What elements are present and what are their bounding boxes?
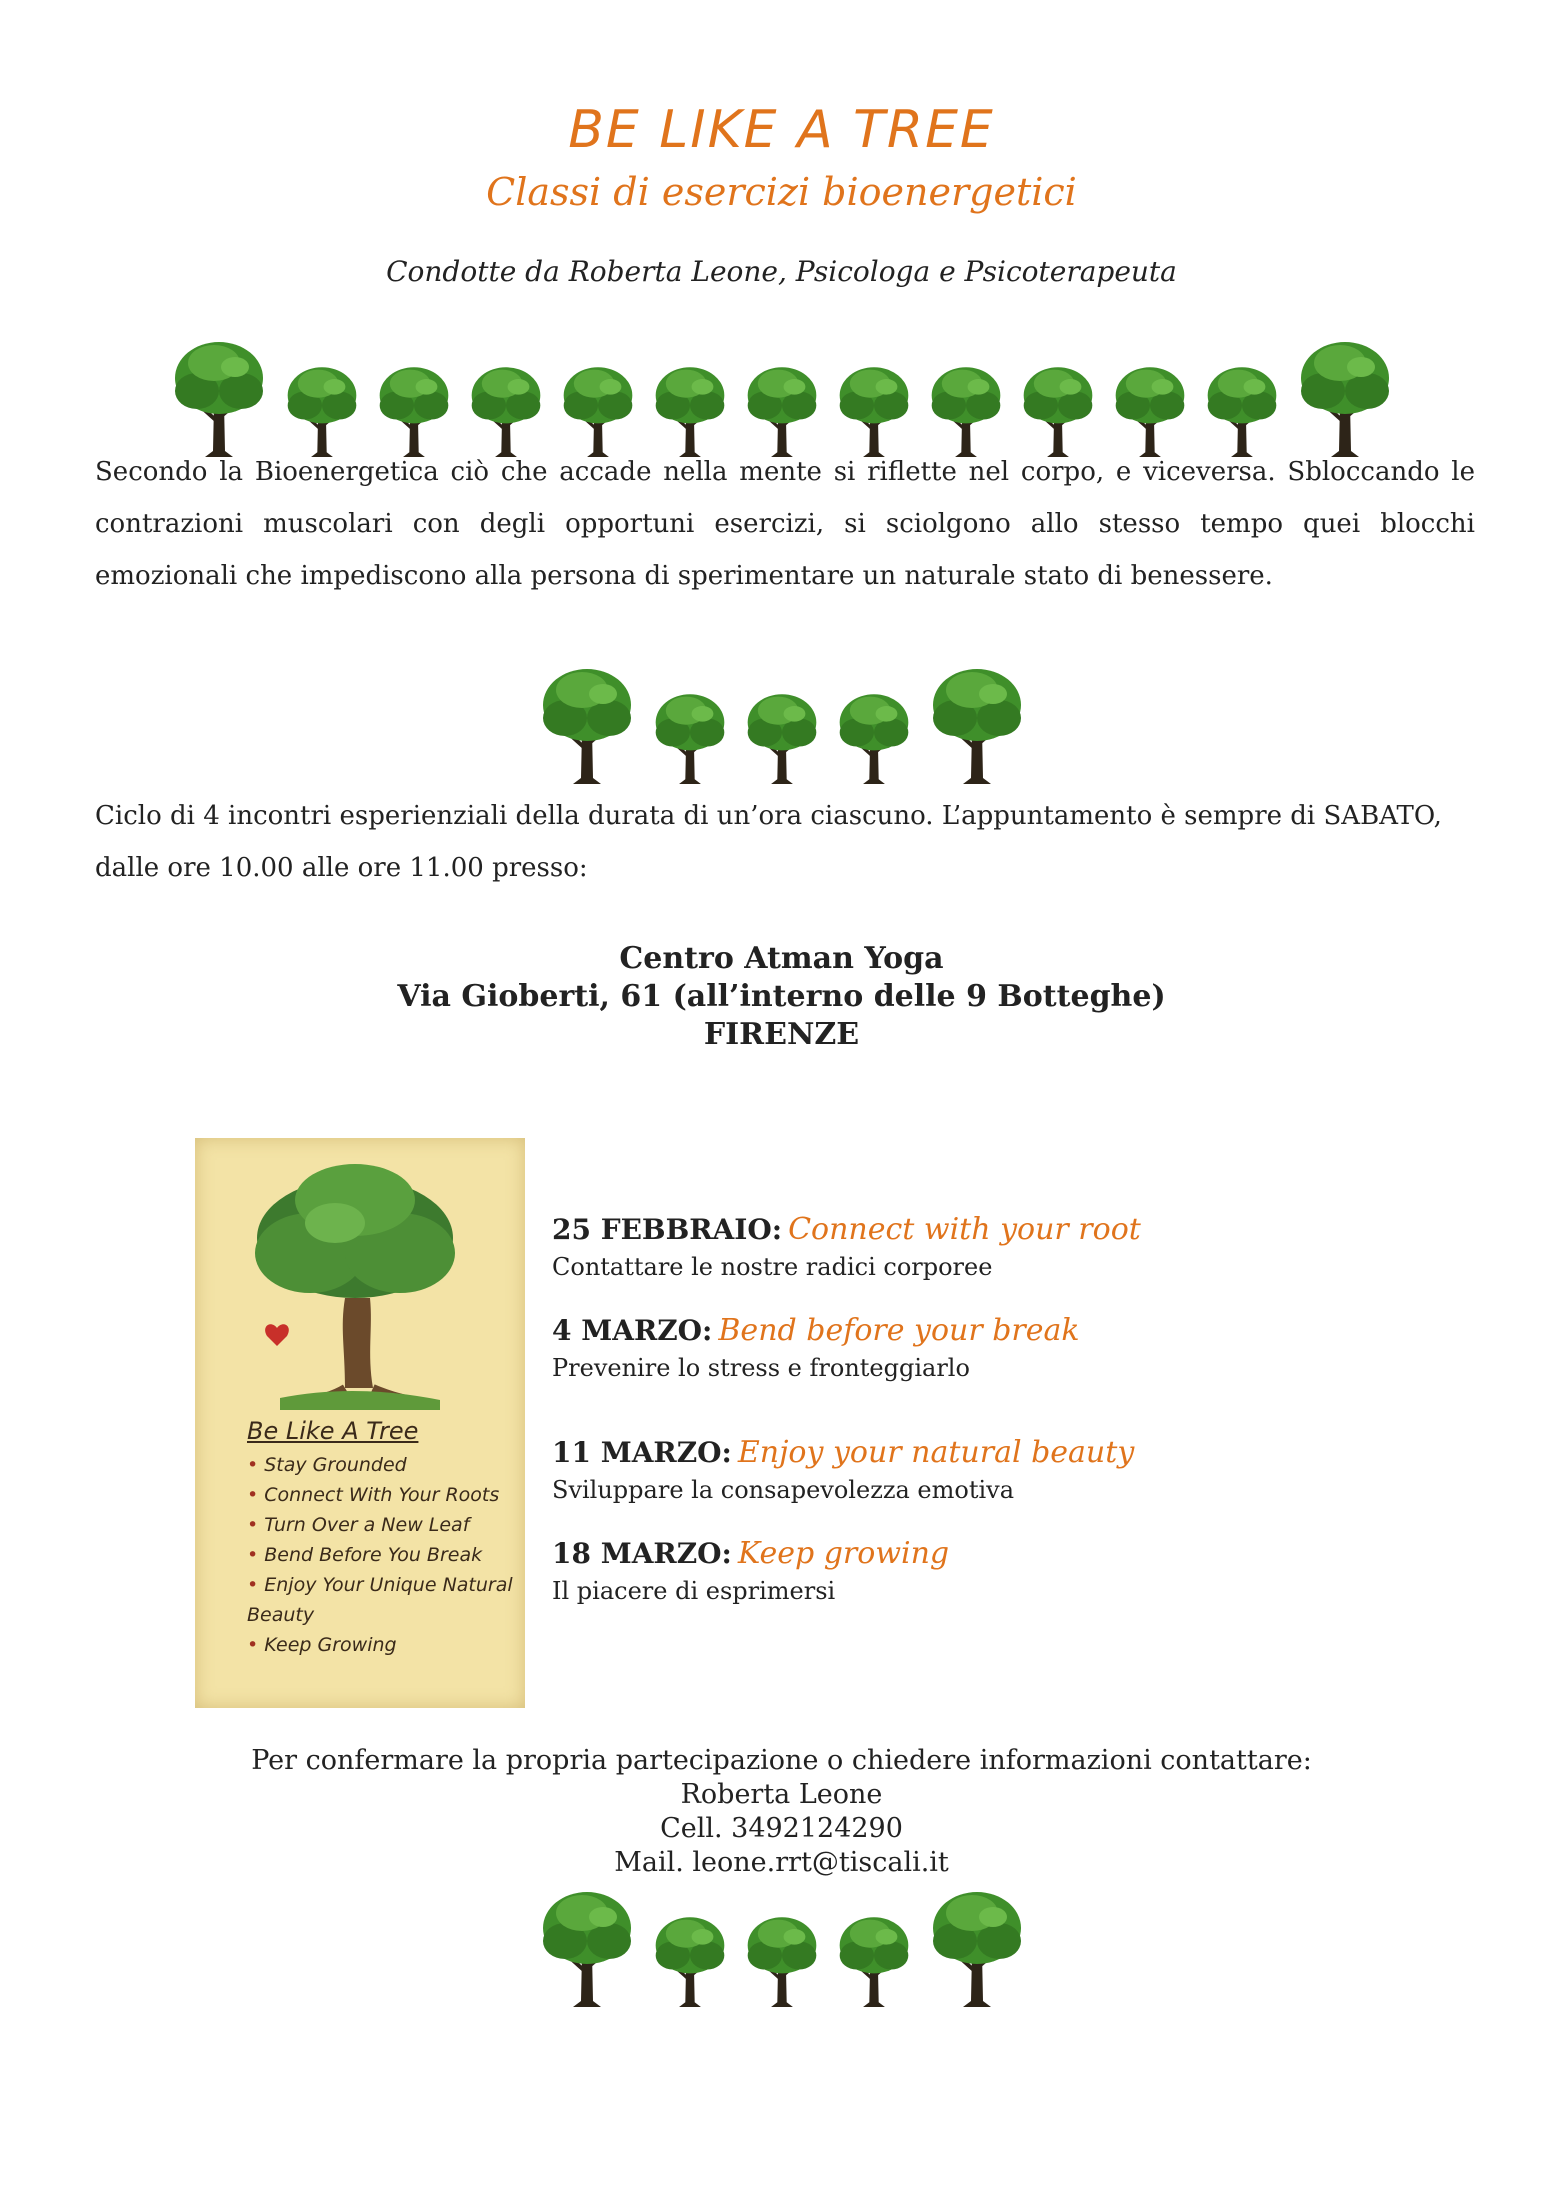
venue-address: Via Gioberti, 61 (all’interno delle 9 Botteghe) — [397, 979, 1166, 1014]
poster-item: • Turn Over a New Leaf — [247, 1510, 517, 1540]
poster-item: • Enjoy Your Unique Natural Beauty — [247, 1570, 517, 1630]
schedule-theme: Enjoy your natural beauty — [737, 1435, 1135, 1470]
schedule-theme: Connect with your root — [788, 1212, 1141, 1247]
poster-item: • Stay Grounded — [247, 1450, 517, 1480]
schedule-description: Sviluppare la consapevolezza emotiva — [552, 1476, 1015, 1504]
tree-icon — [651, 360, 729, 458]
byline: Condotte da Roberta Leone, Psicologa e Psicoterapeuta — [386, 255, 1177, 288]
tree-icon — [927, 360, 1005, 458]
schedule-item — [552, 1313, 1080, 1382]
schedule-date: 25 FEBBRAIO: — [552, 1213, 783, 1246]
tree-icon — [835, 360, 913, 458]
schedule-date: 4 MARZO: — [552, 1314, 713, 1347]
venue-block — [0, 940, 1563, 1054]
cycle-paragraph: Ciclo di 4 incontri esperienziali della durata di un’ora ciascuno. L’appuntamento è sempre di SABATO, dalle ore 10.00 alle ore 11.00 presso: — [95, 801, 1442, 883]
tree-icon — [835, 687, 913, 785]
intro-paragraph: Secondo la Bioenergetica ciò che accade nella mente si riflette nel corpo, e viceversa. Sbloccando le contrazioni muscolari con degli opportuni esercizi, si sciolgono allo stesso tempo quei blocchi emozionali che impediscono alla persona di sperimentare un naturale stato di benessere. — [95, 457, 1475, 591]
contact-mail[interactable]: Mail. leone.rrt@tiscali.it — [614, 1847, 949, 1878]
tree-icon — [467, 360, 545, 458]
tree-icon — [283, 360, 361, 458]
poster-title: Be Like A Tree — [247, 1417, 419, 1445]
schedule-description: Contattare le nostre radici corporee — [552, 1253, 993, 1281]
tree-icon — [1203, 360, 1281, 458]
tree-row-middle — [0, 655, 1563, 785]
poster-list — [247, 1416, 517, 1660]
schedule-description: Prevenire lo stress e fronteggiarlo — [552, 1354, 970, 1382]
tree-poster-image — [195, 1138, 525, 1708]
schedule-item — [552, 1435, 1134, 1504]
tree-icon — [743, 687, 821, 785]
tree-icon — [651, 687, 729, 785]
tree-icon — [375, 360, 453, 458]
tree-row-top — [0, 328, 1563, 458]
schedule-theme: Bend before your break — [718, 1313, 1080, 1348]
schedule-date: 18 MARZO: — [552, 1537, 732, 1570]
tree-icon — [835, 1910, 913, 2008]
contact-name: Roberta Leone — [680, 1779, 883, 1810]
schedule-item — [552, 1212, 1141, 1281]
contact-phone: Cell. 3492124290 — [660, 1813, 903, 1844]
tree-icon — [537, 1883, 637, 2008]
venue-name: Centro Atman Yoga — [619, 941, 944, 976]
poster-item: • Bend Before You Break — [247, 1540, 517, 1570]
schedule-description: Il piacere di esprimersi — [552, 1577, 836, 1605]
poster-item: • Keep Growing — [247, 1630, 517, 1660]
tree-icon — [651, 1910, 729, 2008]
tree-icon — [559, 360, 637, 458]
schedule-date: 11 MARZO: — [552, 1436, 732, 1469]
schedule-theme: Keep growing — [737, 1536, 950, 1571]
poster-item: • Connect With Your Roots — [247, 1480, 517, 1510]
schedule-item — [552, 1536, 949, 1605]
page-title: BE LIKE A TREE — [568, 100, 995, 160]
tree-icon — [743, 1910, 821, 2008]
tree-icon — [927, 660, 1027, 785]
tree-icon — [537, 660, 637, 785]
page-subtitle: Classi di esercizi bioenergetici — [486, 170, 1077, 214]
tree-row-bottom — [0, 1878, 1563, 2008]
venue-city: FIRENZE — [703, 1017, 860, 1052]
tree-icon — [743, 360, 821, 458]
contact-block — [0, 1744, 1563, 1880]
tree-icon — [1111, 360, 1189, 458]
tree-icon — [1019, 360, 1097, 458]
tree-icon — [169, 333, 269, 458]
tree-icon — [1295, 333, 1395, 458]
contact-intro: Per confermare la propria partecipazione o chiedere informazioni contattare: — [251, 1745, 1312, 1776]
tree-icon — [927, 1883, 1027, 2008]
